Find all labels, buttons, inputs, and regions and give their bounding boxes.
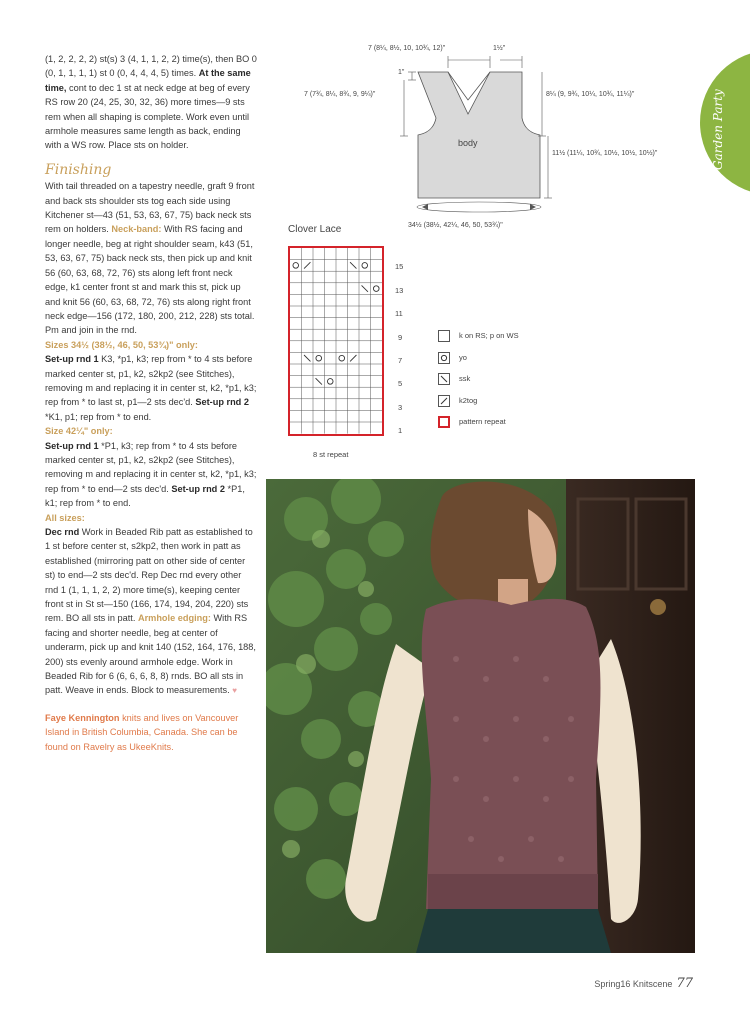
legend-label: yo bbox=[459, 353, 467, 362]
repeat-label: 8 st repeat bbox=[313, 450, 349, 459]
setup-rnd-1-label: Set-up rnd 1 bbox=[45, 354, 99, 365]
paragraph-setup-a bbox=[45, 352, 257, 424]
legend-label: k on RS; p on WS bbox=[459, 331, 519, 340]
row-number: 7 bbox=[398, 356, 403, 365]
schematic-drawing bbox=[290, 40, 690, 240]
setup-rnd-1-label: Set-up rnd 1 bbox=[45, 440, 99, 451]
legend-label: ssk bbox=[459, 374, 471, 383]
body-label: body bbox=[458, 138, 478, 148]
all-sizes-heading: All sizes: bbox=[45, 512, 85, 523]
dim-back-neck-depth: 1" bbox=[398, 69, 405, 76]
paragraph-setup-b bbox=[45, 439, 257, 511]
text-run: (1, 2, 2, 2, 2) st(s) 3 (4, 1, 1, 2, 2) time(s), then BO 0 (0, 1, 1, 1, 1) st 0 (0, 4, 4, 4, 5) times. bbox=[45, 54, 257, 79]
dim-side-length: 11½ (11¼, 10¾, 10½, 10½, 10½)" bbox=[552, 150, 658, 157]
text-run: *K1, p1; rep from * to end. bbox=[45, 411, 152, 422]
neckband-heading: Neck-band: bbox=[111, 224, 162, 235]
ssk-symbol-icon bbox=[438, 373, 450, 385]
emphasis-at-same-time: At the same time, bbox=[45, 68, 251, 93]
lace-chart-grid bbox=[288, 246, 384, 436]
body-schematic bbox=[290, 40, 690, 240]
text-run: cont to dec 1 st at neck edge at beg of every RS row 20 (24, 25, 30, 32, 36) more times—9 sts rem when all shaping is complete. Work even until armhole measures same length as back, ending with a WS row. Place sts on holder. bbox=[45, 82, 250, 151]
legend-label: k2tog bbox=[459, 396, 478, 405]
text-run: knits and lives on Vancouver Island in British Columbia, Canada. She can be found on Ravelry as UkeeKnits. bbox=[45, 712, 239, 752]
row-number: 9 bbox=[398, 333, 403, 342]
dim-armhole-left: 7 (7¾, 8¼, 8¾, 9, 9¼)" bbox=[304, 91, 376, 98]
dim-shoulder-width: 1½" bbox=[493, 45, 506, 52]
text-run: With RS facing and longer needle, beg at right shoulder seam, k43 (51, 53, 63, 67, 75) back neck sts, then pick up and knit 56 (60, 63, 68, 72, 76) sts along left front neck edge, k1 center front st and mark this st, pick up and knit 56 (60, 63, 68, 72, 76) sts along right front neck edge—156 (172, 180, 200, 212, 228) sts total. Pm and join in the rnd. bbox=[45, 224, 255, 336]
dim-armhole-right: 8¼ (9, 9¾, 10¼, 10¾, 11¼)" bbox=[546, 91, 635, 98]
text-run: Work in Beaded Rib patt as established to 1 st before center st, s2kp2, then work in patt as established (mirroring patt on other side of center st) to end—2 sts dec'd. Rep Dec rnd every other rnd 1 (1, 1, 1, 2, 2) more time(s), keeping center front st in St st—150 (166, 174, 194, 204, 220) sts rem. BO all sts in patt. bbox=[45, 527, 253, 624]
model-photo bbox=[266, 479, 695, 953]
end-heart-icon: ♥ bbox=[232, 686, 238, 696]
svg-text:Garden Party: Garden Party bbox=[711, 89, 725, 170]
text-run: *P1, k1; rep from * to end. bbox=[45, 483, 245, 509]
page-footer bbox=[594, 976, 693, 991]
dec-rnd-label: Dec rnd bbox=[45, 527, 80, 537]
row-number: 5 bbox=[398, 379, 403, 388]
knit-symbol-icon bbox=[438, 330, 450, 342]
setup-rnd-2-label: Set-up rnd 2 bbox=[171, 483, 225, 494]
setup-rnd-2-label: Set-up rnd 2 bbox=[195, 397, 249, 408]
repeat-symbol-icon bbox=[438, 416, 450, 428]
yo-symbol-icon bbox=[438, 352, 450, 364]
dim-top-width: 7 (8¼, 8½, 10, 10¾, 12)" bbox=[368, 45, 446, 52]
chart-title: Clover Lace bbox=[288, 224, 342, 235]
paragraph-dec bbox=[45, 525, 257, 699]
paragraph-front-shaping bbox=[45, 52, 257, 153]
issue-name: Spring16 Knitscene bbox=[594, 979, 673, 989]
photo-illustration bbox=[266, 479, 695, 953]
sizes-heading-1: Sizes 34½ (38½, 46, 50, 53¾)" only: bbox=[45, 339, 198, 350]
finishing-heading: Finishing bbox=[45, 161, 112, 178]
text-run: K3, *p1, k3; rep from * to 4 sts before marked center st, p1, k2, s2kp2 (see Stitches), removing m and replacing it in center st, k2, *p1, k3; rep from * to last st, p1—2 sts dec'd. bbox=[45, 354, 257, 408]
armhole-edging-heading: Armhole edging: bbox=[137, 613, 211, 624]
text-run: With tail threaded on a tapestry needle, graft 9 front and back sts shoulder sts tog each side using Kitchener st—43 (51, 53, 63, 67, 75) back neck sts rem on holders. bbox=[45, 181, 255, 235]
row-number: 3 bbox=[398, 403, 403, 412]
pattern-text-column bbox=[45, 52, 257, 754]
row-number: 15 bbox=[395, 262, 404, 271]
dim-circumference: 34½ (38½, 42¼, 46, 50, 53¾)" bbox=[408, 222, 503, 229]
row-number: 11 bbox=[395, 309, 403, 318]
text-run: *P1, k3; rep from * to 4 sts before marked center st, p1, k2, s2kp2 (see Stitches), removing m and replacing it in center st, k2, *p1, k3; rep from * to end—2 sts dec'd. bbox=[45, 440, 257, 494]
designer-name: Faye Kennington bbox=[45, 712, 120, 723]
page-number: 77 bbox=[676, 976, 693, 991]
section-tab-label bbox=[708, 62, 728, 174]
paragraph-finishing bbox=[45, 179, 257, 337]
sizes-heading-2: Size 42¼" only: bbox=[45, 426, 113, 437]
legend-label: pattern repeat bbox=[459, 417, 506, 426]
text-run: With RS facing and shorter needle, beg at center of underarm, pick up and knit 140 (152, 164, 176, 188, 200) sts evenly around armhole edge. Work in Beaded Rib for 6 (6, 6, 6, 8, 8) rnds. BO all sts in patt. Weave in ends. Block to measurements. bbox=[45, 613, 256, 696]
k2tog-symbol-icon bbox=[438, 395, 450, 407]
row-number: 1 bbox=[398, 426, 403, 435]
row-number: 13 bbox=[395, 286, 404, 295]
designer-bio bbox=[45, 711, 257, 754]
body-outline bbox=[418, 72, 540, 198]
